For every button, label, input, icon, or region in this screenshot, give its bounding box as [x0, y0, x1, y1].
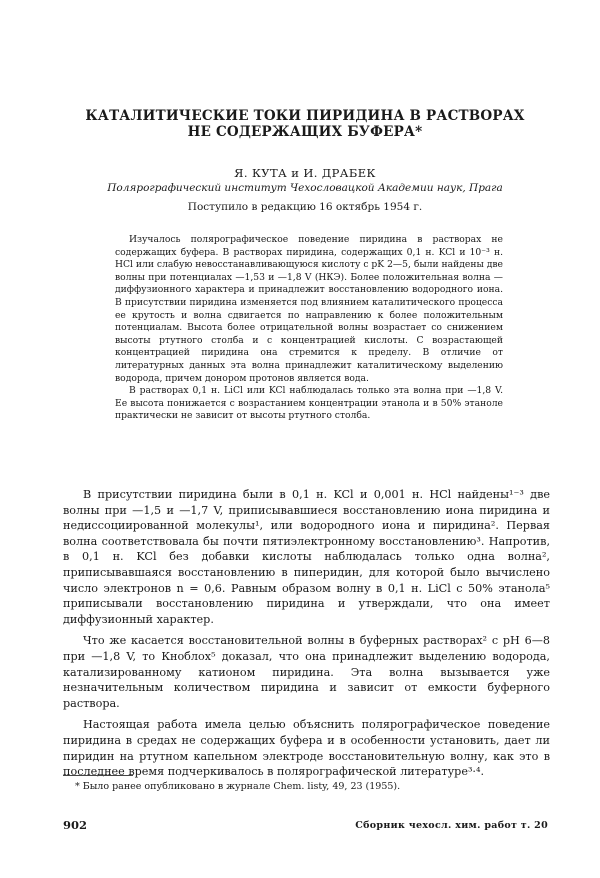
page-number: 902 [63, 818, 88, 832]
received-date: Поступило в редакцию 16 октябрь 1954 г. [187, 201, 423, 213]
affiliation: Полярографический институт Чехословацкой Академии наук, Прага [107, 182, 503, 194]
body-paragraph-2: Что же касается восстановительной волны в буферных растворах² с pH 6—8 при —1,8 V, то Кноблох⁵ доказал, что она принадлежит выделению водорода, катализированному катионом пиридина. Эта волна вызывается уже незначительным количеством пиридина и зависит от емкости буферного раствора. [63, 634, 550, 710]
footnote-divider [63, 775, 133, 776]
footnote: * Было ранее опубликовано в журнале Chem. listy, 49, 23 (1955). [75, 781, 401, 792]
body-text [63, 487, 550, 786]
article-title [60, 108, 550, 140]
authors: Я. КУТА и И. ДРАБЕК [234, 166, 376, 180]
title-line-2: НЕ СОДЕРЖАЩИХ БУФЕРА* [187, 124, 423, 140]
abstract-paragraph-2: В растворах 0,1 н. LiCl или KCl наблюдалась только эта волна при —1,8 V. Ее высота понижается с возрастанием концентрации этанола и в 50% этаноле практически не зависит от высоты ртутного столба. [115, 385, 503, 422]
abstract [115, 234, 503, 423]
journal-running-footer: Сборник чехосл. хим. работ т. 20 [355, 820, 548, 831]
body-paragraph-1: В присутствии пиридина были в 0,1 н. KCl и 0,001 н. HCl найдены¹⁻³ две волны при —1,5 и —1,7 V, приписывавшиеся восстановлению иона пиридина и недиссоциированной молекулы¹, или водородного иона и пиридина². Первая волна соответствовала бы почти пятиэлектронному восстановлению³. Напротив, в 0,1 н. KCl без добавки кислоты наблюдалась только одна волна², приписывавшаяся восстановлению в пиперидин, для которой было вычислено число электронов n = 0,6. Равным образом волну в 0,1 н. LiCl с 50% этанола⁵ приписывали восстановлению пиридина и утверждали, что она имеет диффузионный характер. [63, 488, 550, 626]
title-line-1: КАТАЛИТИЧЕСКИЕ ТОКИ ПИРИДИНА В РАСТВОРАХ [85, 108, 525, 124]
body-paragraph-3: Настоящая работа имела целью объяснить полярографическое поведение пиридина в средах не содержащих буфера и в особенности установить, дает ли пиридин на ртутном капельном электроде восстановительную волну, как это в последнее время подчеркивалось в полярографической литературе³·⁴. [63, 718, 550, 779]
abstract-paragraph-1: Изучалось полярографическое поведение пиридина в растворах не содержащих буфера. В растворах пиридина, содержащих 0,1 н. KCl и 10⁻³ н. HCl или слабую невосстанавливающуюся кислоту с pK 2—5, были найдены две волны при потенциалах —1,53 и —1,8 V (НКЭ). Более положительная волна — диффузионного характера и принадлежит восстановлению водородного иона. В присутствии пиридина изменяется под влиянием каталитического процесса ее крутость и волна сдвигается по направлению к более положительным потенциалам. Высота более отрицательной волны возрастает со снижением высоты ртутного столба и с концентрацией кислоты. С возрастающей концентрацией пиридина она стремится к пределу. В отличие от литературных данных эта волна принадлежит каталитическому выделению водорода, причем донором протонов является вода. [115, 234, 503, 384]
